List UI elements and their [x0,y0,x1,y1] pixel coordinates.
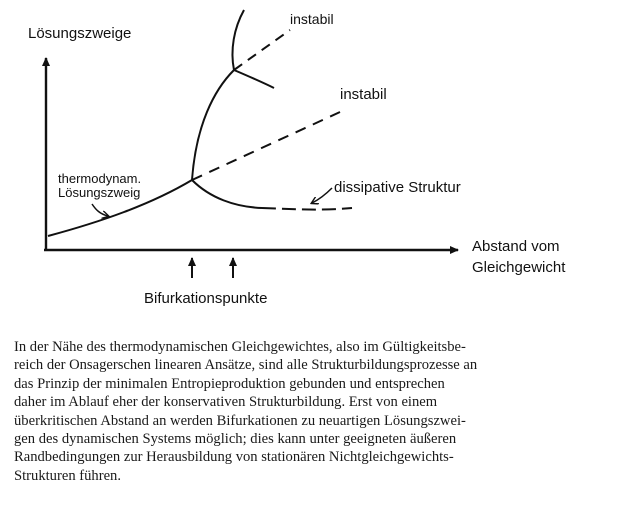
unstable-branch-top [234,30,290,70]
unstable-label-middle: instabil [340,86,387,103]
bifurcation-label: Bifurkationspunkte [144,290,268,307]
y-axis-label: Lösungszweige [28,25,132,42]
unstable-branch-middle [192,112,340,180]
caption-line: Strukturen führen. [14,467,121,484]
x-axis-label-line1: Abstand vom [472,238,560,255]
caption-line: überkritischen Abstand an werden Bifurkationen zu neuartigen Lösungszwei- [14,412,466,429]
caption-line: reich der Onsagerschen linearen Ansätze, sind alle Strukturbildungsprozesse an [14,357,478,374]
caption-line: das Prinzip der minimalen Entropieproduktion gebunden und entsprechen [14,375,445,392]
caption-line: Randbedingungen zur Herausbildung von stationären Nichtgleichgewichts- [14,449,454,466]
thermo-branch-pointer-arrow [92,204,108,216]
caption-paragraph [14,338,602,485]
second-branch-up [232,10,244,70]
second-branch-down [234,70,274,88]
dissipative-label: dissipative Struktur [334,179,461,196]
caption-line: gen des dynamischen Systems möglich; dies kann unter geeigneten äußeren [14,431,457,448]
dissipative-structure-curve [192,180,262,208]
dissipative-structure-continuation [262,208,352,210]
thermo-branch-label-line1: thermodynam. [58,171,142,186]
caption-line: In der Nähe des thermodynamischen Gleichgewichtes, also im Gültigkeitsbe- [14,339,466,355]
unstable-label-top: instabil [290,11,334,27]
x-axis-label-line2: Gleichgewicht [472,259,566,276]
dissipative-pointer-arrow [312,188,332,203]
thermo-branch-label-line2: Lösungszweig [58,185,141,200]
caption-line: daher im Ablauf eher der konservativen Strukturbildung. Erst von einem [14,394,438,411]
